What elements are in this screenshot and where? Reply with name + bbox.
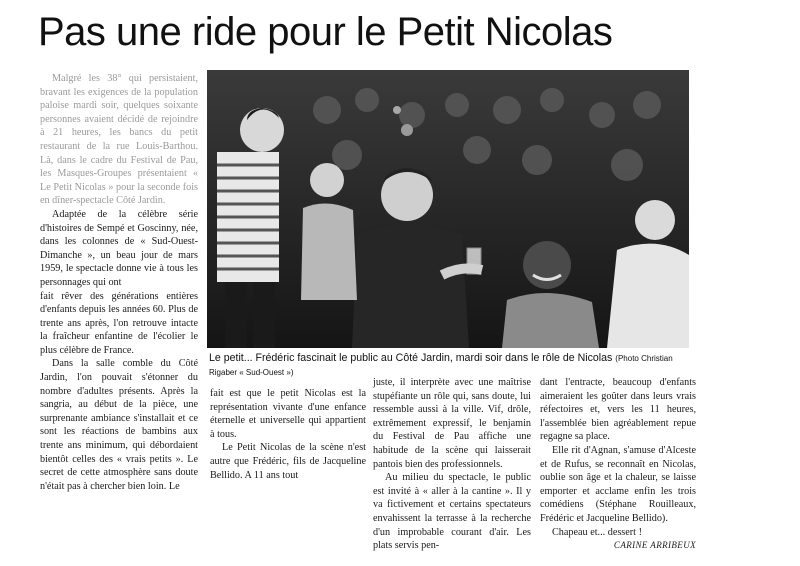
author-signature: CARINE ARRIBEUX xyxy=(613,540,696,550)
paragraph: Adaptée de la célèbre série d'histoires de Sempé et Goscinny, née, dans les colonnes de « Sud-Ouest-Dimanche », un beau jour de mars 1959, le spectacle donne vie à tous les personnages qui ont xyxy=(40,208,198,288)
caption-text: Le petit... Frédéric fascinait le public au Côté Jardin, mardi soir dans le rôle de Nicolas xyxy=(209,352,613,364)
paragraph: Dans la salle comble du Côté Jardin, l'on pouvait s'étonner du nombre d'adultes présents. Après la sangria, au début de la pièce, une surprenante ambiance s'installait et ce sont les réactions de bambins aux trente ans minimum, qui débordaient bientôt celles des « vrais petits ». Le secret de cette atmosphère sans doute n'était pas à chercher bien loin. Le xyxy=(40,358,198,492)
crowd-photo-illustration xyxy=(207,70,689,348)
article-column-2 xyxy=(210,387,366,482)
article-column-3 xyxy=(373,376,531,553)
headline: Pas une ride pour le Petit Nicolas xyxy=(38,10,613,54)
paragraph: Malgré les 38° qui persistaient, bravant les exigences de la population paloise mardi soir, quelques soixante personnes avaient décidé de rejoindre à 21 heures, les bancs du petit restaurant de la rue Louis-Barthou. Là, dans le cadre du Festival de Pau, les Masques-Groupes présentaient « Le Petit Nicolas » pour la seconde fois en dîner-spectacle Côté Jardin. xyxy=(40,73,198,207)
closing-line: Chapeau et... dessert ! xyxy=(552,526,642,538)
photo-credit: (Photo Christian Rigaber « Sud-Ouest ») xyxy=(209,354,673,377)
paragraph: Au milieu du spectacle, le public est invité à « aller à la cantine ». Il y va fictivement et certains spectateurs envahissent la terrasse à la recherche d'un improbable courant d'air. Les plats servis pen- xyxy=(373,472,531,552)
article-photo xyxy=(207,70,689,348)
article-column-1 xyxy=(40,72,198,493)
paragraph: dant l'entracte, beaucoup d'enfants aimeraient les goûter dans leurs vrais réfectoires et, vers les 11 heures, l'assemblée bien agréablement repue regagne sa place. xyxy=(540,377,696,443)
paragraph: Le Petit Nicolas de la scène n'est autre que Frédéric, fils de Jacqueline Bellido. A 11 ans tout xyxy=(210,442,366,481)
paragraph: juste, il interprète avec une maîtrise stupéfiante un rôle qui, sans doute, lui ressemble aussi à la ville. Vif, drôle, extrêmement expressif, le benjamin du Festival de Pau affiche une habitude de la scène qui laisserait pantois bien des professionnels. xyxy=(373,377,531,470)
article-column-4 xyxy=(540,376,696,539)
paragraph: fait est que le petit Nicolas est la représentation vivante d'une enfance éternelle et universelle qui appartient à tous. xyxy=(210,388,366,440)
paragraph: Elle rit d'Agnan, s'amuse d'Alceste et de Rufus, se reconnaît en Nicolas, oublie son âge et la chaleur, se laisse emporter et acclame enfin les trois comédiens (Stéphane Rouilleaux, Frédéric et Jacqueline Bellido). xyxy=(540,444,696,524)
paragraph: fait rêver des générations entières d'enfants depuis les années 60. Plus de trente ans après, l'on retrouve intacte la fraîcheur enfantine de l'écolier le plus célèbre de France. xyxy=(40,290,198,356)
